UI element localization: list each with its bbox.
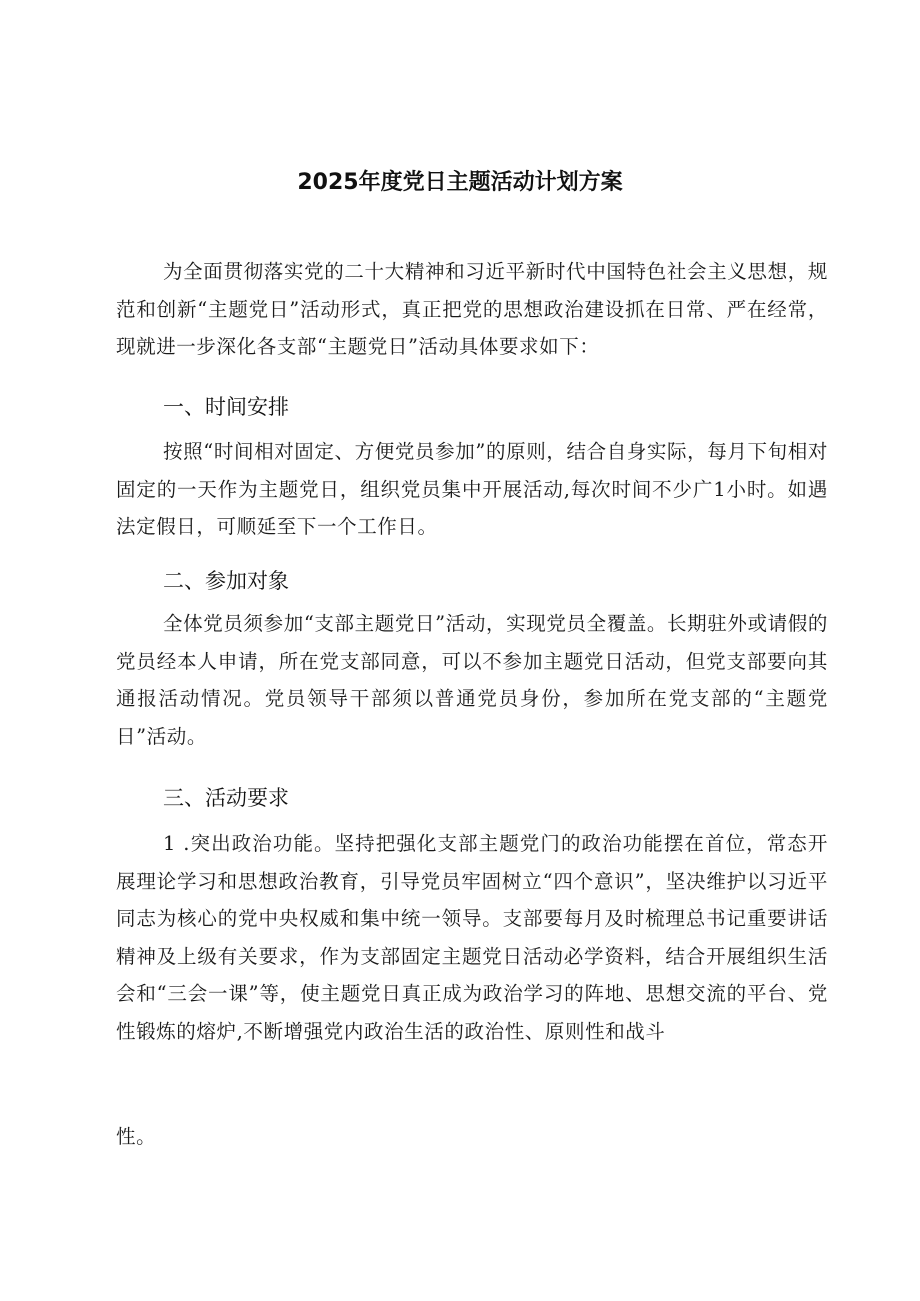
section-heading-requirements: 三、活动要求	[163, 786, 289, 810]
document-title: 2025年度党日主题活动计划方案	[297, 170, 623, 195]
section-heading-schedule: 一、时间安排	[163, 395, 289, 419]
section-body-schedule: 按照“时间相对固定、方便党员参加”的原则，结合自身实际，每月下旬相对固定的一天作为主题党日，组织党员集中开展活动,每次时间不少广1小时。如遇法定假日，可顺延至下一个工作日。	[116, 440, 828, 538]
section-body-participants: 全体党员须参加“支部主题党日”活动，实现党员全覆盖。长期驻外或请假的党员经本人申请，所在党支部同意，可以不参加主题党日活动，但党支部要向其通报活动情况。党员领导干部须以普通党员身份，参加所在党支部的“主题党日”活动。	[116, 612, 828, 748]
section-body-requirements-tail: 性。	[116, 1125, 157, 1148]
section-heading-participants: 二、参加对象	[163, 569, 289, 593]
section-body-requirements: 1 .突出政治功能。坚持把强化支部主题党门的政治功能摆在首位，常态开展理论学习和思想政治教育，引导党员牢固树立“四个意识”，坚决维护以习近平同志为核心的党中央权威和集中统一领导。支部要每月及时梳理总书记重要讲话精神及上级有关要求，作为支部固定主题党日活动必学资料，结合开展组织生活会和“三会一课”等，使主题党日真正成为政治学习的阵地、思想交流的平台、党性锻炼的熔炉,不断增强党内政治生活的政治性、原则性和战斗	[116, 832, 828, 1043]
intro-paragraph: 为全面贯彻落实党的二十大精神和习近平新时代中国特色社会主义思想，规范和创新“主题党日”活动形式，真正把党的思想政治建设抓在日常、严在经常，现就进一步深化各支部“主题党日”活动具体要求如下：	[116, 260, 828, 358]
